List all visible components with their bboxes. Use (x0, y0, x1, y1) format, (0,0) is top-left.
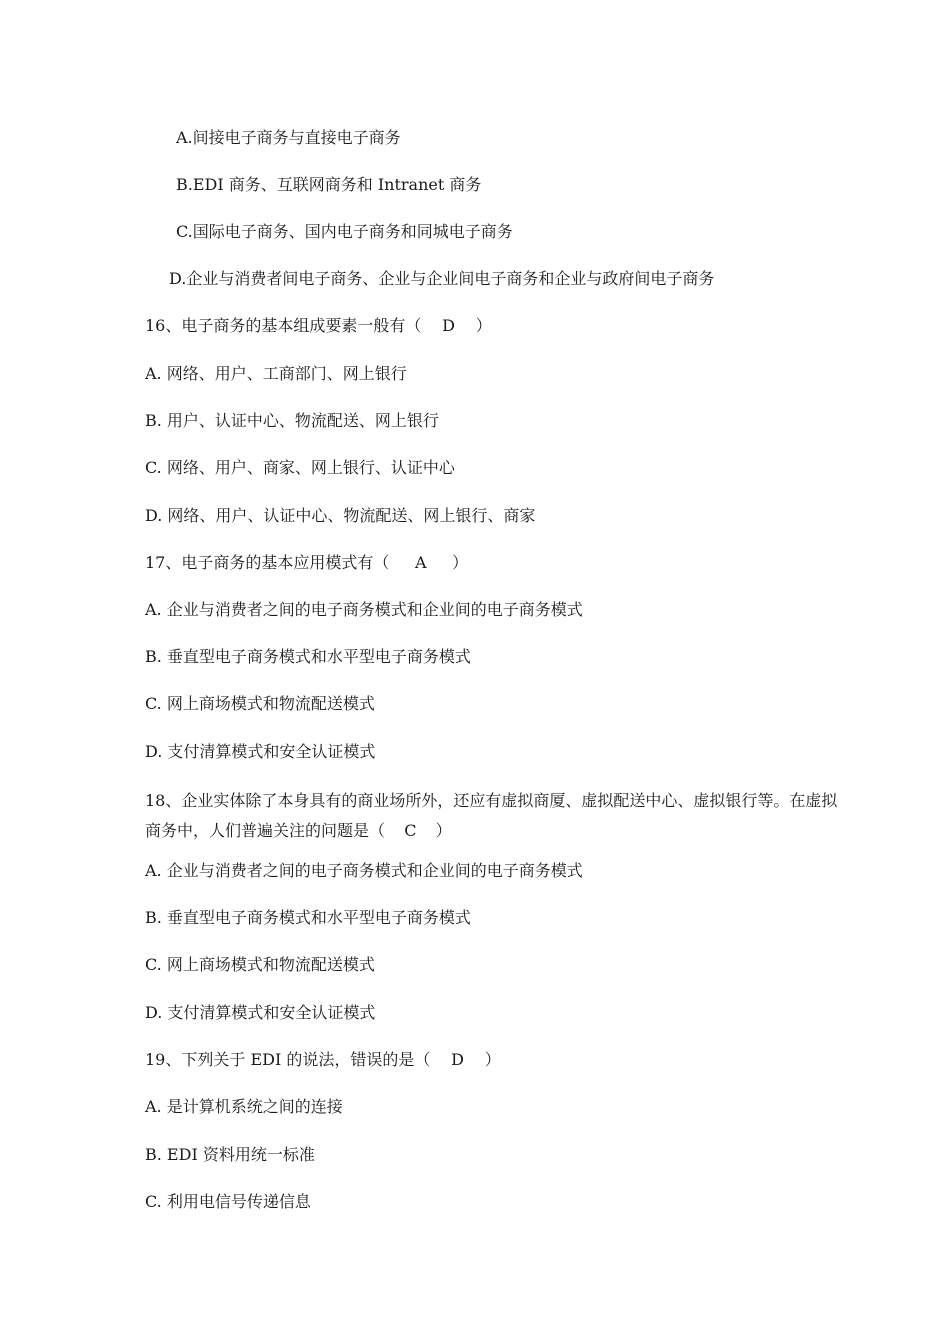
question-18-stem (145, 786, 845, 846)
option-text: B. EDI 资料用统一标准 (145, 1145, 315, 1164)
question-text: 16、电子商务的基本组成要素一般有（ (145, 316, 422, 335)
option-text: D. 支付清算模式和安全认证模式 (145, 742, 376, 761)
option-text: D. 支付清算模式和安全认证模式 (145, 1003, 376, 1022)
option-text: B.EDI 商务、互联网商务和 Intranet 商务 (176, 175, 482, 194)
question-text: 19、下列关于 EDI 的说法，错误的是（ (145, 1050, 431, 1069)
question-close: ） (475, 316, 492, 335)
question-close: ） (484, 1050, 501, 1069)
option-text: A. 企业与消费者之间的电子商务模式和企业间的电子商务模式 (145, 861, 583, 880)
option-text: C. 利用电信号传递信息 (145, 1192, 311, 1211)
answer-letter: D (451, 1050, 464, 1069)
option-text: C. 网上商场模式和物流配送模式 (145, 955, 375, 974)
option-text: B. 垂直型电子商务模式和水平型电子商务模式 (145, 908, 471, 927)
question-16-stem (145, 316, 492, 336)
option-text: A. 企业与消费者之间的电子商务模式和企业间的电子商务模式 (145, 600, 583, 619)
option-text: D.企业与消费者间电子商务、企业与企业间电子商务和企业与政府间电子商务 (169, 269, 715, 288)
answer-letter: A (414, 553, 427, 572)
option-text: A. 是计算机系统之间的连接 (145, 1097, 343, 1116)
option-text: C. 网上商场模式和物流配送模式 (145, 694, 375, 713)
question-17-stem (145, 553, 468, 573)
option-text: A. 网络、用户、工商部门、网上银行 (145, 364, 407, 383)
question-close: ） (435, 821, 452, 840)
option-text: A.间接电子商务与直接电子商务 (176, 128, 401, 147)
question-19-stem (145, 1050, 501, 1070)
question-close: ） (452, 553, 469, 572)
question-text: 18、企业实体除了本身具有的商业场所外，还应有虚拟商厦、虚拟配送中心、虚拟银行等。在虚拟商务中，人们普遍关注的问题是（ (145, 791, 838, 840)
answer-letter: D (442, 316, 455, 335)
option-text: B. 垂直型电子商务模式和水平型电子商务模式 (145, 647, 471, 666)
option-text: B. 用户、认证中心、物流配送、网上银行 (145, 411, 439, 430)
option-text: D. 网络、用户、认证中心、物流配送、网上银行、商家 (145, 506, 536, 525)
option-text: C. 网络、用户、商家、网上银行、认证中心 (145, 458, 455, 477)
answer-letter: C (404, 821, 417, 840)
question-text: 17、电子商务的基本应用模式有（ (145, 553, 390, 572)
option-text: C.国际电子商务、国内电子商务和同城电子商务 (176, 222, 513, 241)
